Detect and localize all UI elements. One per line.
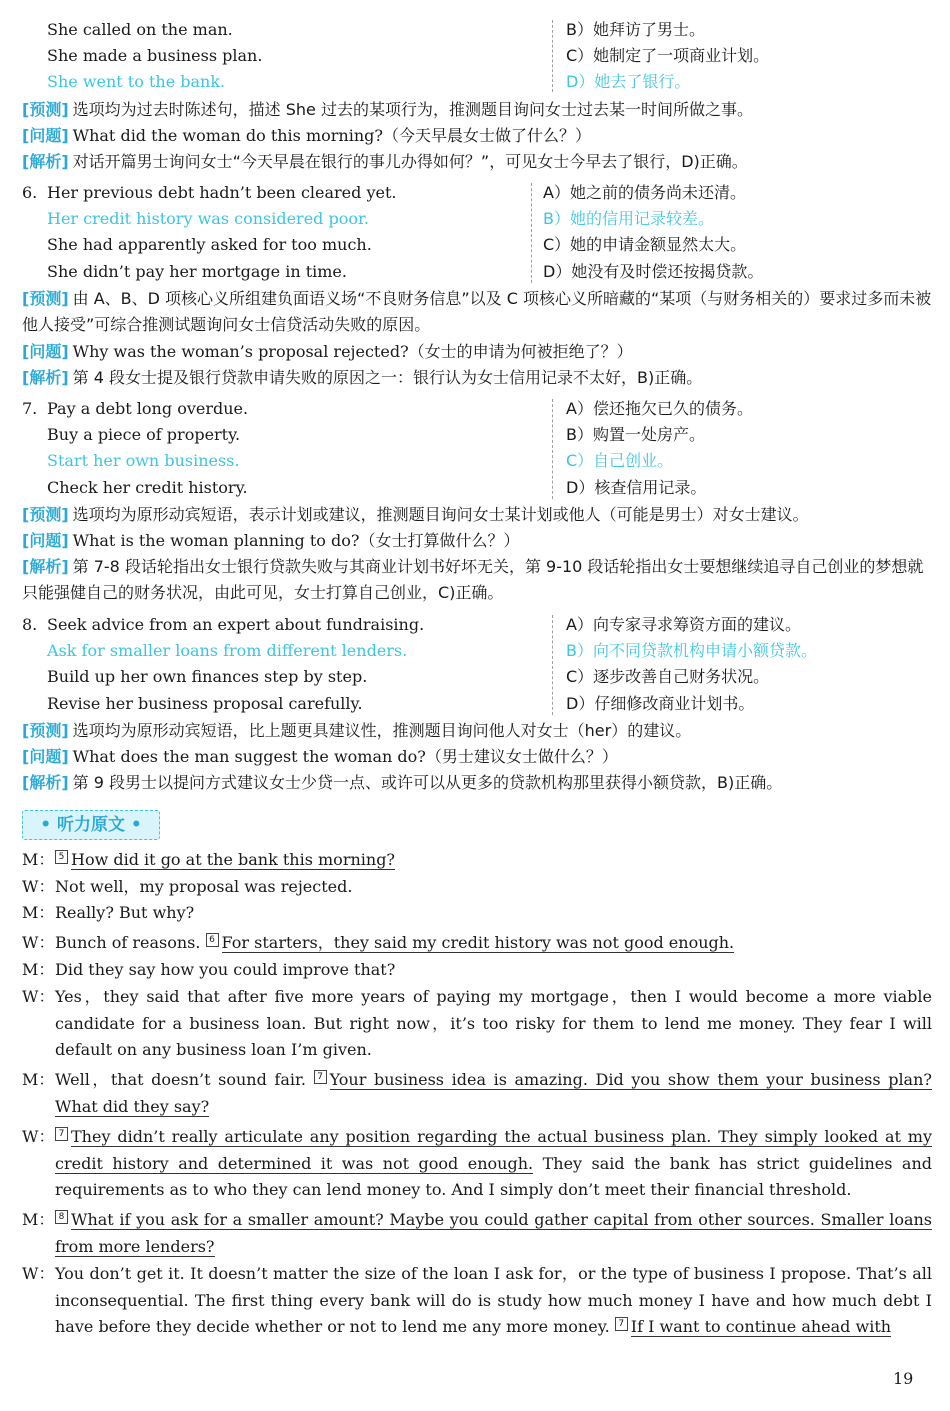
analysis-text: 第 7-8 段话轮指出女士银行贷款失败与其商业计划书好坏无关，第 9-10 段话轮指出女士要想继续追寻自己创业的梦想就只能强健自己的财务状况，由此可见，女士打算自己创业，C)正确。 xyxy=(22,557,924,602)
transcript-text xyxy=(55,1261,932,1341)
question-number: 8. xyxy=(22,615,38,634)
q7-analysis xyxy=(22,554,932,606)
q5-predict xyxy=(22,97,932,123)
page-number: 19 xyxy=(893,1369,914,1388)
q7-option-d xyxy=(0,475,950,501)
speaker-label: W： xyxy=(22,1127,55,1146)
q5-option-b xyxy=(0,17,950,43)
q6-option-c xyxy=(0,232,950,258)
option-en: Ask for smaller loans from different lenders. xyxy=(47,641,408,660)
column-divider xyxy=(552,20,553,92)
option-zh: C）自己创业。 xyxy=(566,451,674,470)
underlined-key-sentence: If I want to continue ahead with xyxy=(630,1317,892,1336)
speaker-label: M： xyxy=(22,960,55,979)
transcript-text xyxy=(55,847,932,874)
speaker-label: W： xyxy=(22,877,55,896)
transcript-text: Did they say how you could improve that? xyxy=(55,960,396,979)
question-number: 7. xyxy=(22,399,38,418)
option-en: She called on the man. xyxy=(47,20,233,39)
q8-option-d xyxy=(0,691,950,717)
option-zh: B）购置一处房产。 xyxy=(566,425,705,444)
transcript-text xyxy=(55,930,932,957)
analysis-text: 第 4 段女士提及银行贷款申请失败的原因之一：银行认为女士信用记录不太好，B)正确。 xyxy=(72,368,703,387)
column-divider xyxy=(531,183,532,283)
q8-option-c xyxy=(0,664,950,690)
plain-text: You don’t get it. It doesn’t matter the size of the loan I ask for，or the type of business I propose. That’s all inconsequential. The first thing every bank will do is study how much money I have and how much debt I have before they decide whether or not to lend me any more money. xyxy=(55,1264,932,1336)
option-zh: B）她的信用记录较差。 xyxy=(543,209,714,228)
underlined-key-sentence: They didn’t really articulate any position regarding the actual business plan. They simply looked at my credit history and determined it was not good enough. xyxy=(55,1127,932,1173)
plain-text: They said the bank has strict guidelines and requirements as to who they can lend money to. And I simply don’t meet their financial threshold. xyxy=(55,1153,932,1199)
q5-question xyxy=(22,123,932,149)
option-en: Check her credit history. xyxy=(47,478,248,497)
option-zh: A）向专家寻求筹资方面的建议。 xyxy=(566,615,801,634)
q6-option-b-correct xyxy=(0,206,950,232)
analysis-tag: [解析] xyxy=(22,773,69,792)
question-tag: [问题] xyxy=(22,126,69,145)
question-tag: [问题] xyxy=(22,531,69,550)
predict-text: 选项均为原形动宾短语，表示计划或建议，推测题目询问女士某计划或他人（可能是男士）对女士建议。 xyxy=(72,505,809,524)
option-en: She went to the bank. xyxy=(47,72,226,91)
q5-option-d-correct xyxy=(0,69,950,95)
option-en: Start her own business. xyxy=(47,451,240,470)
question-text: Why was the woman’s proposal rejected?（女士的申请为何被拒绝了？） xyxy=(72,342,633,361)
analysis-text: 对话开篇男士询问女士“今天早晨在银行的事儿办得如何？”，可见女士今早去了银行，D)正确。 xyxy=(72,152,748,171)
question-tag: [问题] xyxy=(22,747,69,766)
question-text: What did the woman do this morning?（今天早晨女士做了什么？） xyxy=(72,126,591,145)
predict-tag: [预测] xyxy=(22,289,69,308)
q5-analysis xyxy=(22,149,932,175)
q5-option-c xyxy=(0,43,950,69)
question-text: What is the woman planning to do?（女士打算做什么？） xyxy=(72,531,520,550)
option-en: Buy a piece of property. xyxy=(47,425,241,444)
paragraph-number-box: 7 xyxy=(615,1317,628,1331)
underlined-key-sentence: What if you ask for a smaller amount? Maybe you could gather capital from other sources. Smaller loans from more lenders? xyxy=(55,1210,932,1256)
option-zh: C）她的申请金额显然太大。 xyxy=(543,235,747,254)
predict-tag: [预测] xyxy=(22,505,69,524)
predict-tag: [预测] xyxy=(22,100,69,119)
option-en: Seek advice from an expert about fundraising. xyxy=(47,615,425,634)
predict-text: 选项均为原形动宾短语，比上题更具建议性，推测题目询问他人对女士（her）的建议。 xyxy=(72,721,692,740)
predict-text: 由 A、B、D 项核心义所组建负面语义场“不良财务信息”以及 C 项核心义所暗藏的“某项（与财务相关的）要求过多而未被他人接受”可综合推测试题询问女士信贷活动失败的原因。 xyxy=(22,289,932,334)
paragraph-number-box: 7 xyxy=(314,1070,327,1084)
option-zh: D）核查信用记录。 xyxy=(566,478,707,497)
q6-question xyxy=(22,339,932,365)
transcript-text xyxy=(55,1067,932,1120)
option-zh: C）逐步改善自己财务状况。 xyxy=(566,667,770,686)
option-zh: A）偿还拖欠已久的债务。 xyxy=(566,399,753,418)
speaker-label: W： xyxy=(22,1264,55,1283)
underlined-key-sentence: How did it go at the bank this morning? xyxy=(71,850,396,869)
option-en: Revise her business proposal carefully. xyxy=(47,694,363,713)
q7-option-b xyxy=(0,422,950,448)
transcript-text: Really? But why? xyxy=(55,903,195,922)
predict-text: 选项均为过去时陈述句，描述 She 过去的某项行为，推测题目询问女士过去某一时间所做之事。 xyxy=(72,100,753,119)
question-number: 6. xyxy=(22,183,38,202)
option-en: Her previous debt hadn’t been cleared yet. xyxy=(47,183,397,202)
paragraph-number-box: 5 xyxy=(55,850,68,864)
speaker-label: W： xyxy=(22,987,55,1006)
option-en: She had apparently asked for too much. xyxy=(47,235,372,254)
option-zh: D）她去了银行。 xyxy=(566,72,691,91)
underlined-key-sentence: For starters，they said my credit history was not good enough. xyxy=(221,933,735,952)
speaker-label: W： xyxy=(22,933,55,952)
speaker-label: M： xyxy=(22,903,55,922)
section-title-listening-script: • 听力原文 • xyxy=(22,810,160,840)
q7-option-a xyxy=(0,396,950,422)
paragraph-number-box: 6 xyxy=(206,933,219,947)
analysis-tag: [解析] xyxy=(22,368,69,387)
paragraph-number-box: 7 xyxy=(55,1127,68,1141)
paragraph-number-box: 8 xyxy=(55,1210,68,1224)
option-en: Her credit history was considered poor. xyxy=(47,209,369,228)
option-zh: B）她拜访了男士。 xyxy=(566,20,705,39)
q8-predict xyxy=(22,718,932,744)
q8-option-b-correct xyxy=(0,638,950,664)
analysis-tag: [解析] xyxy=(22,152,69,171)
q6-predict xyxy=(22,286,932,338)
q6-option-d xyxy=(0,259,950,285)
transcript-text xyxy=(55,1124,932,1204)
plain-text: Bunch of reasons. xyxy=(55,933,206,952)
q8-question xyxy=(22,744,932,770)
transcript-text: Not well，my proposal was rejected. xyxy=(55,877,353,896)
option-zh: D）仔细修改商业计划书。 xyxy=(566,694,755,713)
analysis-tag: [解析] xyxy=(22,557,69,576)
option-zh: A）她之前的债务尚未还清。 xyxy=(543,183,746,202)
q7-option-c-correct xyxy=(0,448,950,474)
question-tag: [问题] xyxy=(22,342,69,361)
column-divider xyxy=(552,399,553,499)
q6-analysis xyxy=(22,365,932,391)
option-zh: D）她没有及时偿还按揭贷款。 xyxy=(543,262,764,281)
plain-text: Well，that doesn’t sound fair. xyxy=(55,1070,314,1089)
underlined-key-sentence: Your business idea is amazing. Did you show them your business plan? What did they say? xyxy=(55,1070,932,1116)
speaker-label: M： xyxy=(22,1070,55,1089)
predict-tag: [预测] xyxy=(22,721,69,740)
option-en: She didn’t pay her mortgage in time. xyxy=(47,262,347,281)
q8-analysis xyxy=(22,770,932,796)
option-zh: B）向不同贷款机构申请小额贷款。 xyxy=(566,641,817,660)
q8-option-a xyxy=(0,612,950,638)
transcript-text: Yes，they said that after five more years of paying my mortgage，then I would become a more viable candidate for a business loan. But right now，it’s too risky for them to lend me money. They fear I will default on any business loan I’m given. xyxy=(55,987,933,1059)
column-divider xyxy=(552,615,553,715)
speaker-label: M： xyxy=(22,850,55,869)
option-en: Pay a debt long overdue. xyxy=(47,399,249,418)
q7-question xyxy=(22,528,932,554)
option-en: She made a business plan. xyxy=(47,46,263,65)
option-zh: C）她制定了一项商业计划。 xyxy=(566,46,770,65)
q6-option-a xyxy=(0,180,950,206)
speaker-label: M： xyxy=(22,1210,55,1229)
option-en: Build up her own finances step by step. xyxy=(47,667,368,686)
transcript-text xyxy=(55,1207,932,1260)
q7-predict xyxy=(22,502,932,528)
analysis-text: 第 9 段男士以提问方式建议女士少贷一点、或许可以从更多的贷款机构那里获得小额贷款，B)正确。 xyxy=(72,773,783,792)
question-text: What does the man suggest the woman do?（男士建议女士做什么？） xyxy=(72,747,618,766)
